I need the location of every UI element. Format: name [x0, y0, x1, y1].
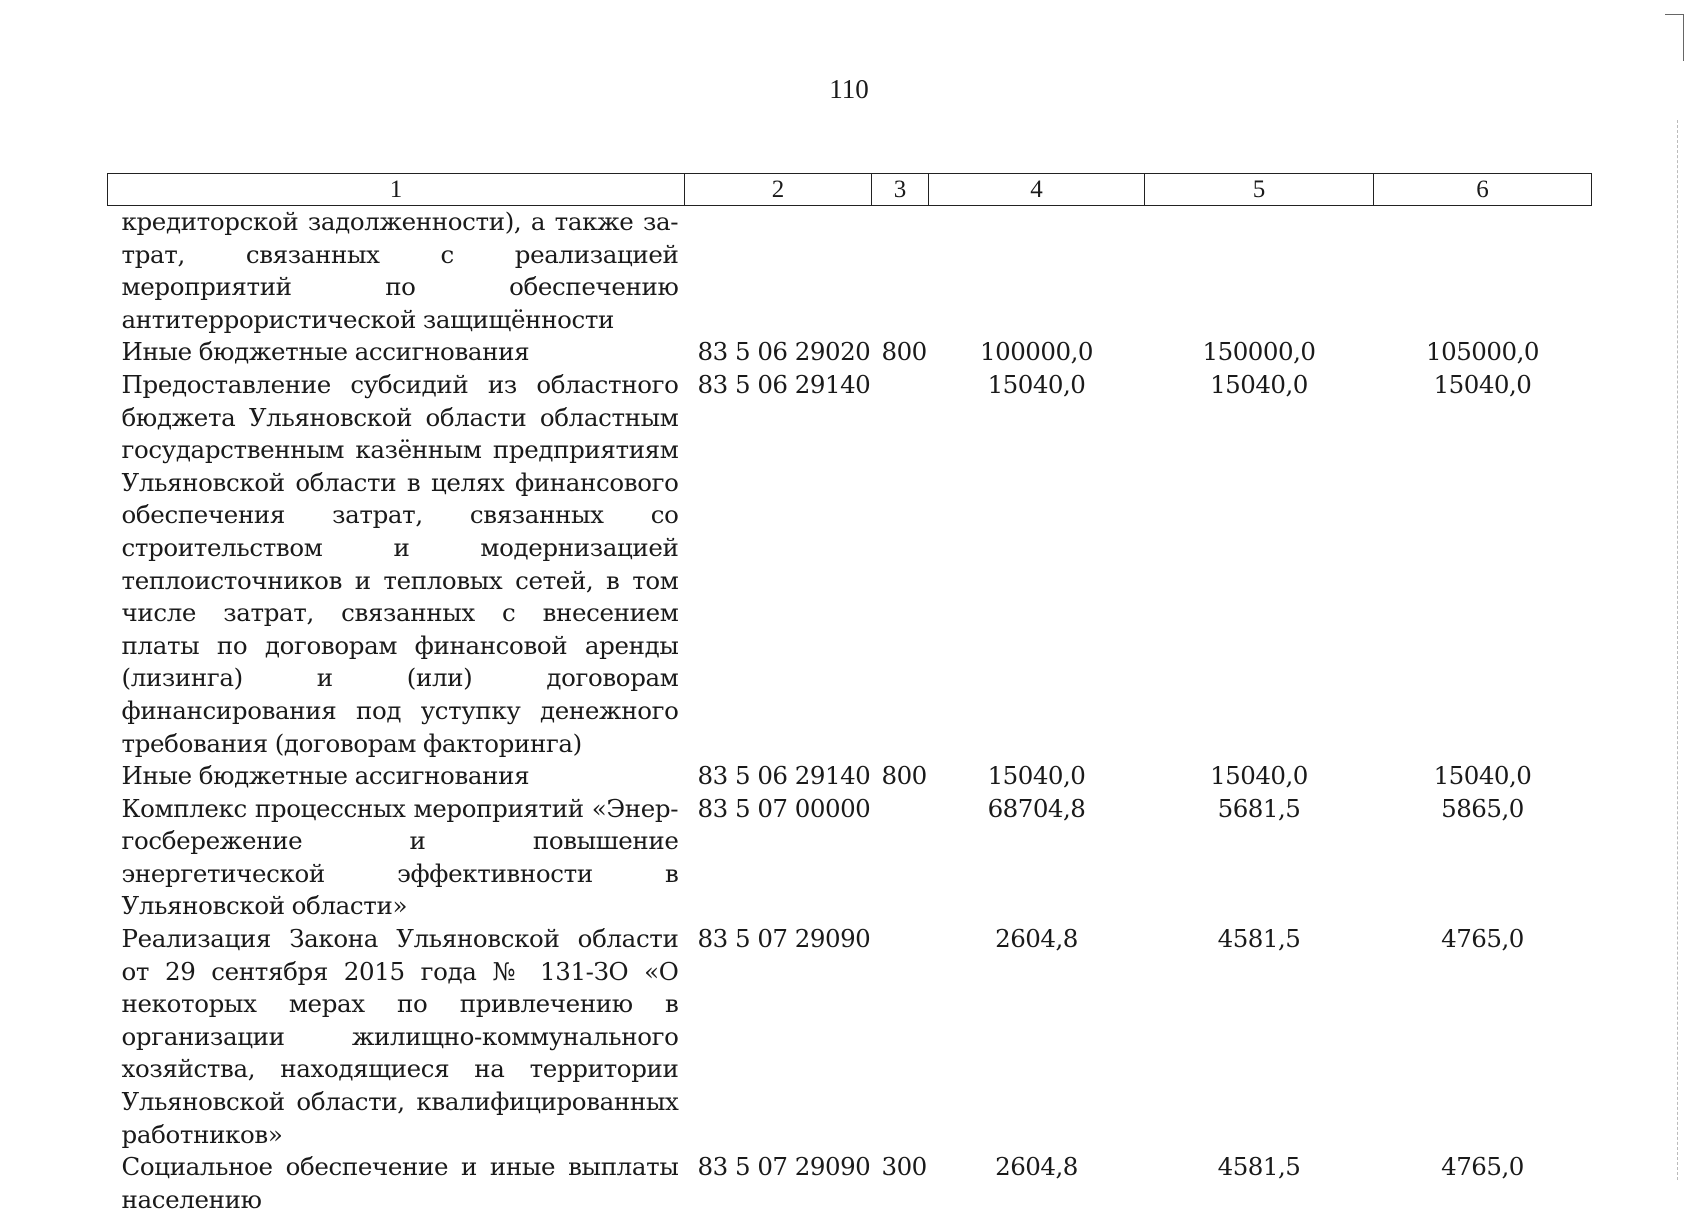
row-expense-type: 800: [881, 337, 927, 367]
table-row: [108, 793, 1592, 923]
budget-table: [107, 173, 1592, 1216]
row-value-col4: 15040,0: [987, 761, 1086, 791]
row-value-col6: 105000,0: [1426, 337, 1539, 367]
budget-table-container: [107, 173, 1591, 1216]
row-description: кредиторской задолженности), а также затрат, связанных с реализацией мероприятий по обеспечению антитеррористической защищённости: [121, 207, 679, 334]
row-expense-type: 800: [881, 761, 927, 791]
row-expense-type: 300: [881, 1152, 927, 1182]
table-row: [108, 923, 1592, 1151]
row-description: Иные бюджетные ассигнования: [121, 337, 530, 367]
row-classification-code: 83 5 06 29020: [697, 337, 871, 367]
row-classification-code: [685, 206, 872, 337]
row-value-col5: 150000,0: [1202, 337, 1316, 367]
scan-corner-mark: [1665, 14, 1684, 61]
row-value-col6: 15040,0: [1433, 369, 1532, 399]
row-value-col4: 100000,0: [980, 337, 1093, 367]
row-value-col6: 4765,0: [1441, 924, 1524, 954]
table-row: [108, 760, 1592, 793]
row-expense-type: [872, 793, 929, 923]
column-header-3: 3: [872, 174, 929, 206]
row-classification-code: 83 5 07 29090: [697, 924, 871, 954]
table-row: [108, 206, 1592, 337]
row-classification-code: 83 5 07 29090: [697, 1152, 871, 1182]
row-value-col5: [1145, 206, 1374, 337]
row-value-col6: 5865,0: [1441, 793, 1524, 823]
column-header-4: 4: [929, 174, 1145, 206]
row-classification-code: 83 5 07 00000: [697, 793, 871, 823]
page-number: 110: [829, 74, 869, 104]
row-value-col5: 15040,0: [1210, 369, 1308, 399]
row-description: Реализация Закона Ульяновской области от 29 сентября 2015 года № 131-ЗО «О некоторых мерах по привлечению в организации жилищно-коммунального хозяйства, находящиеся на территории Ульяновской области, квалифицированных работников»: [121, 924, 679, 1149]
row-description: Комплекс процессных мероприятий «Энергосбережение и повышение энергетической эффективности в Ульяновской области»: [121, 793, 679, 921]
column-header-5: 5: [1145, 174, 1374, 206]
row-description: Социальное обеспечение и иные выплаты населению: [121, 1152, 679, 1214]
header-row: [108, 174, 1592, 206]
row-value-col4: 2604,8: [995, 924, 1078, 954]
scan-edge-line: [1677, 120, 1678, 1180]
row-description: Предоставление субсидий из областного бюджета Ульяновской области областным государственным казённым предприятиям Ульяновской области в целях финансового обеспечения затрат, связанных со строительством и модернизацией теплоисточников и тепловых сетей, в том числе затрат, связанных с внесением платы по договорам финансовой аренды (лизинга) и (или) договорам финансирования под уступку денежного требования (договорам факторинга): [121, 369, 679, 758]
row-value-col4: 15040,0: [987, 369, 1086, 399]
row-value-col4: 68704,8: [987, 793, 1086, 823]
table-row: [108, 369, 1592, 760]
row-value-col5: 4581,5: [1217, 924, 1301, 954]
row-expense-type: [872, 923, 929, 1151]
column-header-2: 2: [685, 174, 872, 206]
table-row: [108, 336, 1592, 369]
column-header-6: 6: [1374, 174, 1592, 206]
row-value-col5: 15040,0: [1210, 761, 1308, 791]
row-description: Иные бюджетные ассигнования: [121, 761, 530, 791]
row-expense-type: [872, 369, 929, 760]
row-classification-code: 83 5 06 29140: [697, 761, 871, 791]
row-value-col6: [1374, 206, 1592, 337]
row-classification-code: 83 5 06 29140: [697, 369, 871, 399]
row-value-col6: 4765,0: [1441, 1152, 1524, 1182]
row-value-col4: 2604,8: [995, 1152, 1078, 1182]
row-expense-type: [872, 206, 929, 337]
row-value-col5: 4581,5: [1217, 1152, 1301, 1182]
column-header-1: 1: [108, 174, 685, 206]
row-value-col5: 5681,5: [1217, 793, 1301, 823]
row-value-col6: 15040,0: [1433, 761, 1532, 791]
table-row: [108, 1151, 1592, 1216]
row-value-col4: [929, 206, 1145, 337]
